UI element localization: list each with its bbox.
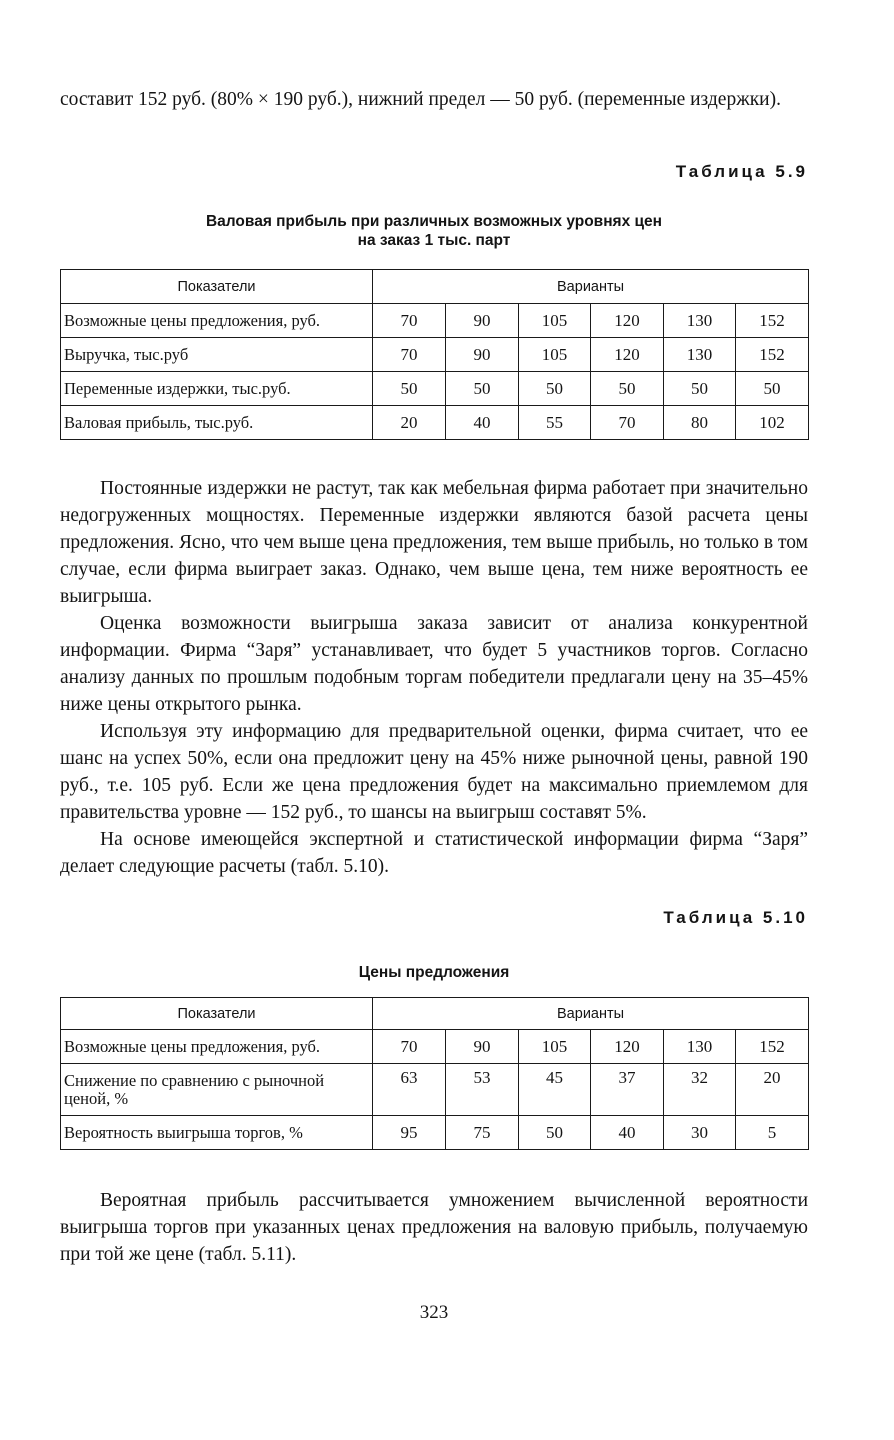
table-5-10-title: Цены предложения bbox=[358, 964, 510, 981]
cell: 152 bbox=[736, 304, 809, 338]
cell: 70 bbox=[591, 406, 664, 440]
table-row bbox=[61, 338, 809, 372]
body-paragraph: Постоянные издержки не растут, так как мебельная фирма работает при значительно недогруженных мощностях. Переменные издержки являются базой расчета цены предложения. Ясно, что чем выше цена предложения, тем выше прибыль, но только в том случае, если фирма выиграет заказ. Однако, чем выше цена, тем ниже вероятность ее выигрыша. bbox=[60, 478, 808, 607]
cell: 105 bbox=[519, 1030, 591, 1064]
cell: 152 bbox=[736, 1030, 809, 1064]
table-row bbox=[61, 304, 809, 338]
table-5-10-label: Таблица 5.10 bbox=[663, 908, 808, 927]
cell: 90 bbox=[446, 338, 519, 372]
cell: 70 bbox=[373, 1030, 446, 1064]
header-variants: Варианты bbox=[373, 270, 809, 304]
cell: 50 bbox=[519, 1116, 591, 1150]
table-row bbox=[61, 372, 809, 406]
cell: 90 bbox=[446, 1030, 519, 1064]
intro-paragraph: составит 152 руб. (80% × 190 руб.), нижний предел — 50 руб. (переменные издержки). bbox=[60, 89, 781, 110]
body-paragraph: Оценка возможности выигрыша заказа зависит от анализа конкурентной информации. Фирма “Заря” устанавливает, что будет 5 участников торгов. Согласно анализу данных по прошлым подобным торгам победители предлагали цену на 35–45% ниже цены открытого рынка. bbox=[60, 613, 808, 715]
table-header-row bbox=[61, 270, 809, 304]
row-label: Переменные издержки, тыс.руб. bbox=[61, 372, 373, 406]
cell: 130 bbox=[664, 304, 736, 338]
cell: 70 bbox=[373, 304, 446, 338]
cell: 53 bbox=[446, 1064, 519, 1116]
cell: 105 bbox=[519, 304, 591, 338]
row-label: Возможные цены предложения, руб. bbox=[61, 1030, 373, 1064]
cell: 50 bbox=[664, 372, 736, 406]
cell: 120 bbox=[591, 304, 664, 338]
cell: 95 bbox=[373, 1116, 446, 1150]
cell: 75 bbox=[446, 1116, 519, 1150]
closing-paragraph: Вероятная прибыль рассчитывается умножением вычисленной вероятности выигрыша торгов при указанных ценах предложения на валовую прибыль, получаемую при той же цене (табл. 5.11). bbox=[60, 1190, 808, 1265]
table-5-10 bbox=[60, 997, 809, 1150]
row-label: Снижение по сравнению с рыночной ценой, % bbox=[61, 1064, 373, 1116]
header-variants: Варианты bbox=[373, 998, 809, 1030]
header-indicators: Показатели bbox=[61, 998, 373, 1030]
cell: 40 bbox=[446, 406, 519, 440]
cell: 50 bbox=[736, 372, 809, 406]
row-label: Возможные цены предложения, руб. bbox=[61, 304, 373, 338]
closing-text bbox=[60, 1187, 808, 1268]
cell: 152 bbox=[736, 338, 809, 372]
body-paragraph: На основе имеющейся экспертной и статистической информации фирма “Заря” делает следующие расчеты (табл. 5.10). bbox=[60, 829, 808, 877]
cell: 130 bbox=[664, 1030, 736, 1064]
cell: 32 bbox=[664, 1064, 736, 1116]
cell: 50 bbox=[373, 372, 446, 406]
cell: 120 bbox=[591, 338, 664, 372]
cell: 50 bbox=[519, 372, 591, 406]
body-paragraph: Используя эту информацию для предварительной оценки, фирма считает, что ее шанс на успех 50%, если она предложит цену на 45% ниже рыночной цены, равной 190 руб., т.е. 105 руб. Если же цена предложения будет на максимально приемлемом для правительства уровне — 152 руб., то шансы на выигрыш составят 5%. bbox=[60, 721, 808, 823]
table-row bbox=[61, 1064, 809, 1116]
row-label: Выручка, тыс.руб bbox=[61, 338, 373, 372]
cell: 50 bbox=[591, 372, 664, 406]
table-5-9-title bbox=[60, 212, 808, 250]
cell: 20 bbox=[373, 406, 446, 440]
row-label: Вероятность выигрыша торгов, % bbox=[61, 1116, 373, 1150]
cell: 30 bbox=[664, 1116, 736, 1150]
table-5-9-label: Таблица 5.9 bbox=[675, 162, 808, 181]
cell: 45 bbox=[519, 1064, 591, 1116]
header-indicators: Показатели bbox=[61, 270, 373, 304]
cell: 102 bbox=[736, 406, 809, 440]
cell: 20 bbox=[736, 1064, 809, 1116]
page-number: 323 bbox=[419, 1302, 449, 1323]
cell: 70 bbox=[373, 338, 446, 372]
cell: 50 bbox=[446, 372, 519, 406]
cell: 40 bbox=[591, 1116, 664, 1150]
cell: 5 bbox=[736, 1116, 809, 1150]
table-5-9-title-line2: на заказ 1 тыс. парт bbox=[357, 232, 511, 249]
cell: 63 bbox=[373, 1064, 446, 1116]
cell: 130 bbox=[664, 338, 736, 372]
table-row bbox=[61, 1030, 809, 1064]
cell: 37 bbox=[591, 1064, 664, 1116]
body-text bbox=[60, 475, 808, 880]
table-5-9 bbox=[60, 269, 809, 440]
table-row bbox=[61, 406, 809, 440]
table-5-9-title-line1: Валовая прибыль при различных возможных уровнях цен bbox=[205, 213, 663, 230]
cell: 55 bbox=[519, 406, 591, 440]
cell: 90 bbox=[446, 304, 519, 338]
cell: 105 bbox=[519, 338, 591, 372]
cell: 120 bbox=[591, 1030, 664, 1064]
row-label: Валовая прибыль, тыс.руб. bbox=[61, 406, 373, 440]
table-row bbox=[61, 1116, 809, 1150]
cell: 80 bbox=[664, 406, 736, 440]
table-header-row bbox=[61, 998, 809, 1030]
